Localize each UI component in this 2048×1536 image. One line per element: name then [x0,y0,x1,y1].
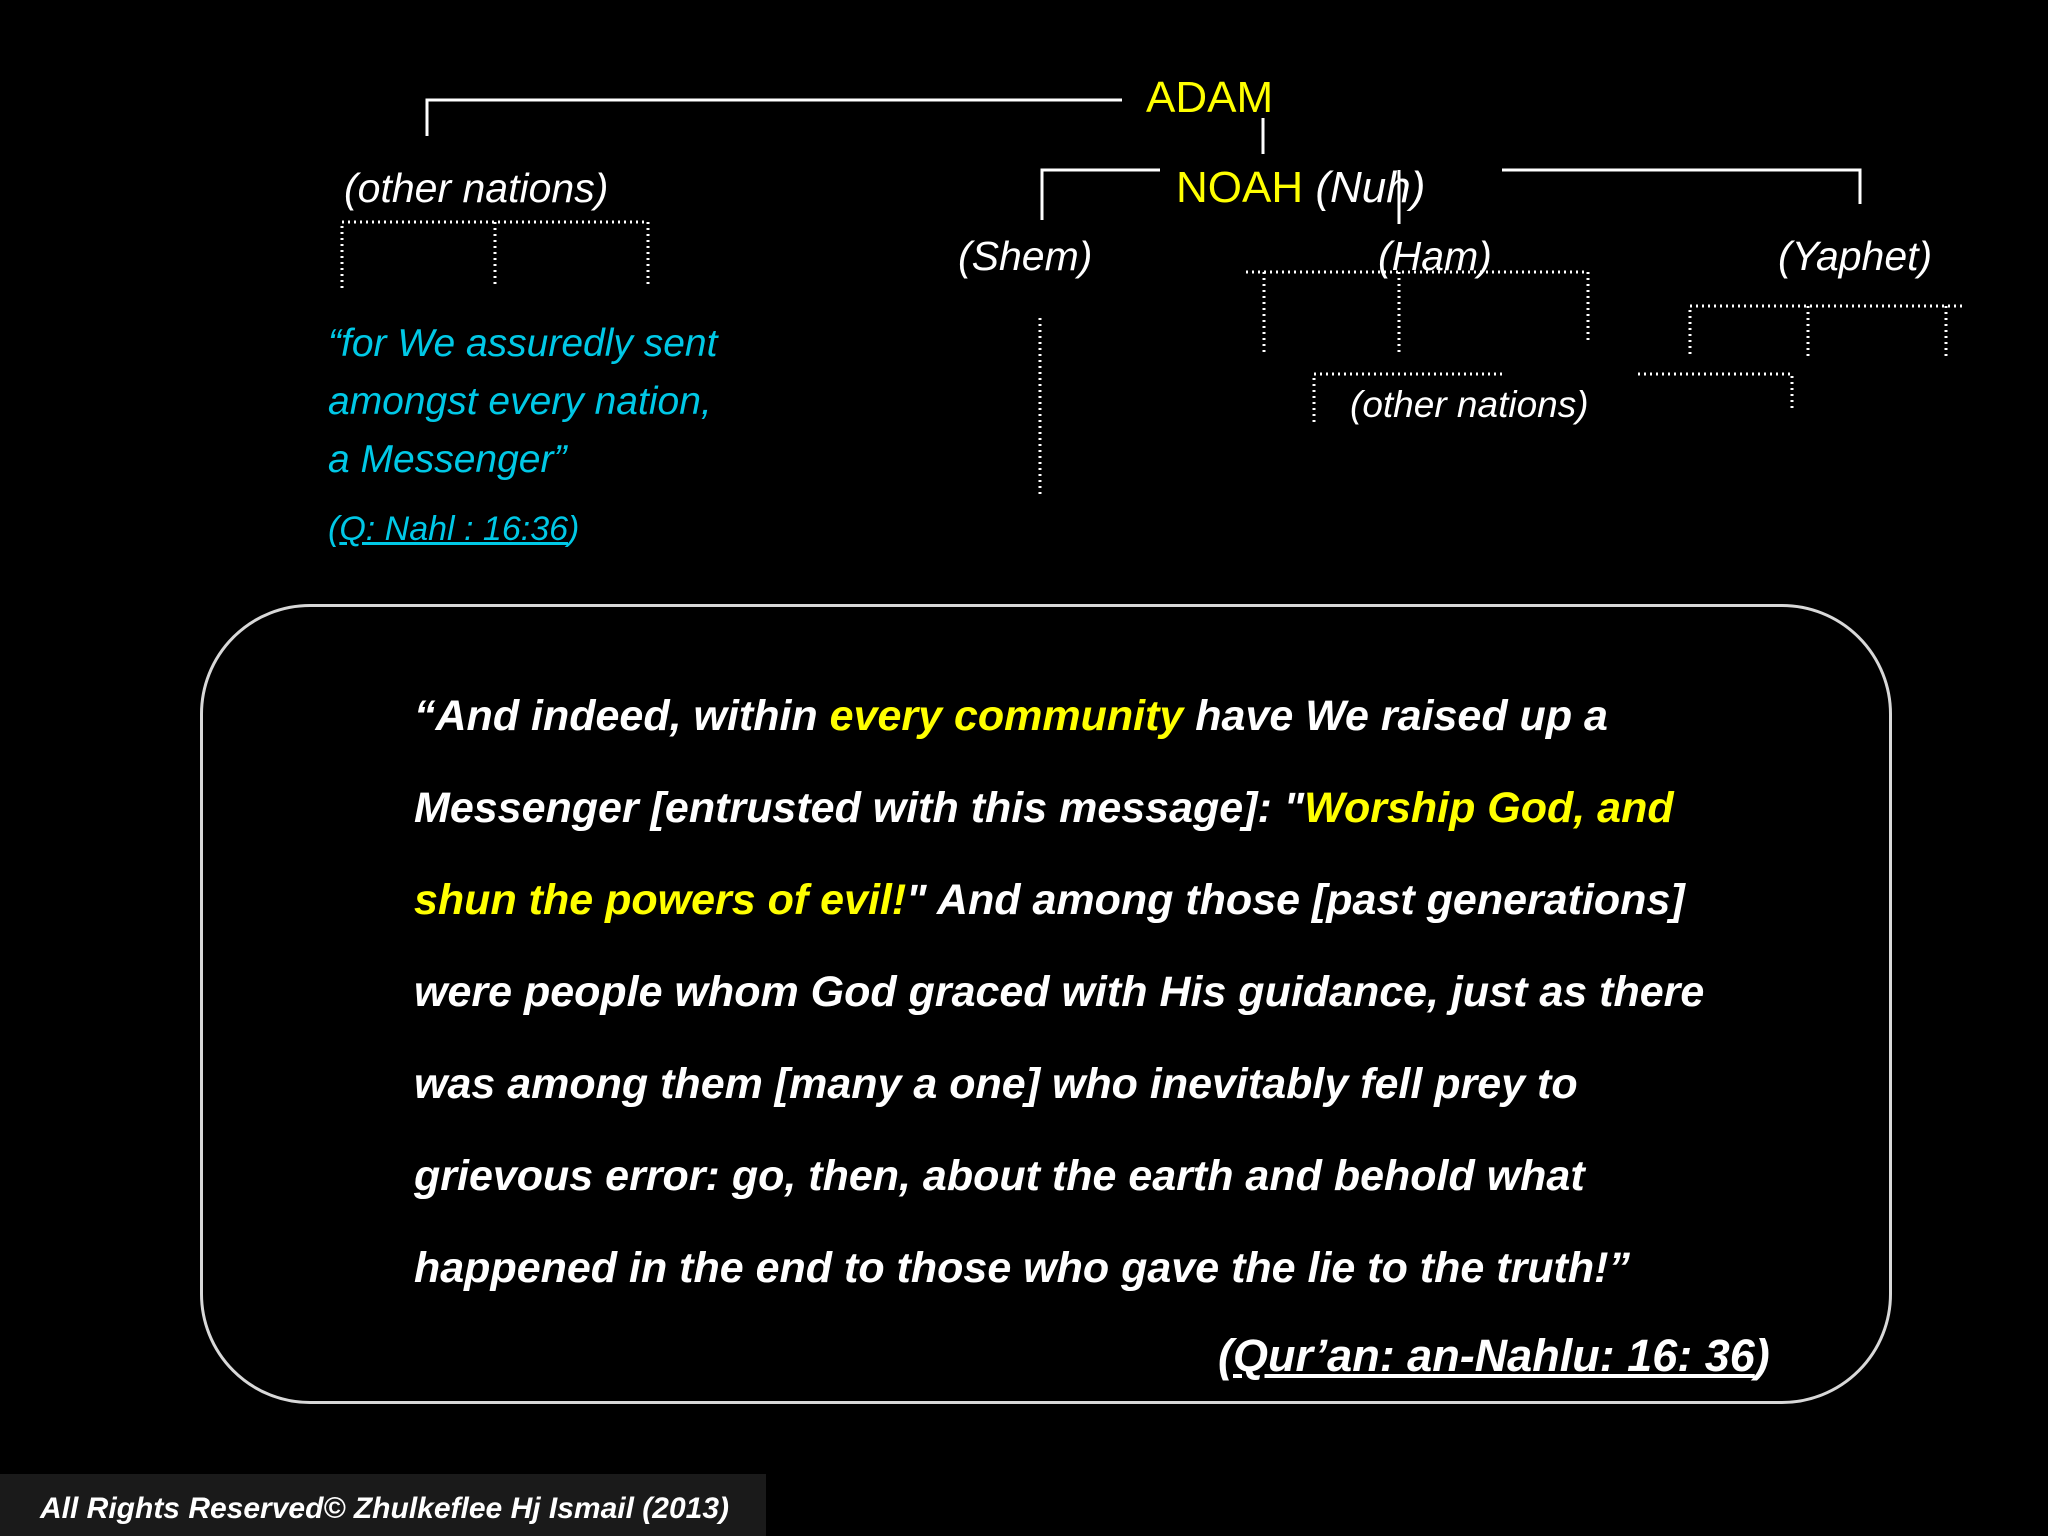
noah-label [1176,163,1426,212]
ham-label: (Ham) [1378,233,1492,279]
side-quote-line: a Messenger” [328,438,567,481]
yaphet-lower-bracket [1638,374,1792,410]
copyright-text: All Rights Reserved© Zhulkeflee Hj Ismail (2013) [40,1492,730,1525]
side-quote-line: “for We assuredly sent [328,322,718,365]
side-quote-line: amongst every nation, [328,380,712,423]
verse-text [414,688,1854,1332]
noah-to-shem-line [1042,170,1160,220]
verse-line [414,688,1854,780]
side-ref-close: ) [568,510,580,548]
verse-text-segment: Messenger [entrusted with this message]: " [414,784,1305,832]
verse-text-segment: “And indeed, within [414,692,830,740]
verse-line [414,872,1854,964]
verse-highlight: every community [829,692,1184,740]
verse-ref-close: ) [1754,1330,1770,1381]
verse-ref-link[interactable]: Qur’an: an-Nahlu: 16: 36 [1233,1330,1755,1381]
verse-line [414,780,1854,872]
left-nations-bracket [342,222,648,288]
verse-text-segment: have We raised up a [1183,692,1608,740]
verse-highlight: Worship God, and [1304,784,1674,832]
verse-highlight: shun the powers of evil! [414,876,907,924]
side-ref-open: ( [328,510,340,548]
noah-name: NOAH [1176,163,1304,212]
verse-line: was among them [many a one] who inevitably fell prey to [414,1060,1578,1108]
side-quote [328,322,717,496]
verse-line: happened in the end to those who gave the lie to the truth!” [414,1244,1630,1292]
other-nations-left-label: (other nations) [344,165,609,211]
noah-alt-name: (Nuh) [1303,163,1426,212]
verse-reference[interactable] [1218,1330,1770,1382]
side-quote-reference[interactable] [328,510,579,549]
verse-line: were people whom God graced with His guidance, just as there [414,968,1705,1016]
yaphet-label: (Yaphet) [1778,233,1933,279]
ham-bracket [1246,272,1588,340]
side-ref-link[interactable]: Q: Nahl : 16:36 [339,510,569,548]
verse-ref-open: ( [1218,1330,1233,1381]
shem-label: (Shem) [958,233,1093,279]
yaphet-bracket [1690,306,1962,354]
verse-line: grievous error: go, then, about the earth and behold what [414,1152,1585,1200]
other-nations-right-label: (other nations) [1350,384,1589,425]
adam-to-other-nations-line [427,100,1122,136]
adam-label: ADAM [1146,73,1274,122]
noah-to-yaphet-line [1502,170,1860,204]
verse-text-segment: " And among those [past generations] [906,876,1685,924]
